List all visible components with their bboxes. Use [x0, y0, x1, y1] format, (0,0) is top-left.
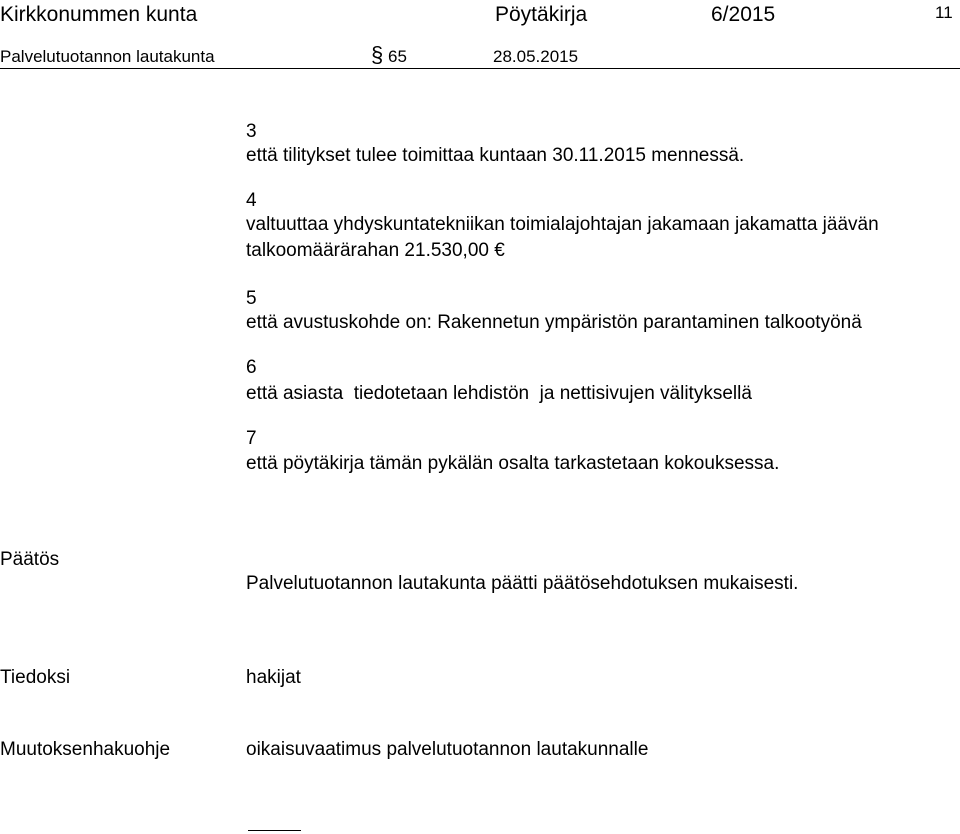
header-divider — [0, 68, 960, 69]
info-label: Tiedoksi — [0, 667, 71, 688]
document-number: 6/2015 — [711, 3, 776, 26]
item-text-line: valtuuttaa yhdyskuntatekniikan toimialajohtajan jakamaan jakamatta jäävän — [246, 214, 879, 235]
page-number: 11 — [935, 3, 953, 22]
item-text: että pöytäkirja tämän pykälän osalta tarkastetaan kokouksessa. — [246, 453, 780, 474]
municipality-name: Kirkkonummen kunta — [0, 3, 198, 26]
meeting-date: 28.05.2015 — [493, 47, 579, 66]
appeal-label: Muutoksenhakuohje — [0, 739, 171, 760]
decision-text: Palvelutuotannon lautakunta päätti päätösehdotuksen mukaisesti. — [246, 573, 799, 594]
item-text: että tilitykset tulee toimittaa kuntaan 30.11.2015 mennessä. — [246, 145, 745, 166]
item-number: 6 — [246, 357, 257, 378]
section-sign: § — [371, 42, 384, 67]
item-number: 4 — [246, 190, 257, 211]
item-text: että avustuskohde on: Rakennetun ympäristön parantaminen talkootyönä — [246, 312, 862, 333]
item-number: 7 — [246, 428, 257, 449]
item-number: 3 — [246, 121, 257, 142]
item-number: 5 — [246, 288, 257, 309]
item-text: että asiasta tiedotetaan lehdistön ja nettisivujen välityksellä — [246, 383, 752, 404]
underline-divider — [248, 830, 301, 831]
committee-name: Palvelutuotannon lautakunta — [0, 47, 215, 66]
item-text-line: talkoomäärärahan 21.530,00 € — [246, 240, 505, 261]
document-type: Pöytäkirja — [495, 3, 588, 26]
section-number: 65 — [388, 47, 407, 66]
appeal-text: oikaisuvaatimus palvelutuotannon lautakunnalle — [246, 739, 649, 760]
decision-label: Päätös — [0, 549, 60, 570]
info-text: hakijat — [246, 667, 301, 688]
